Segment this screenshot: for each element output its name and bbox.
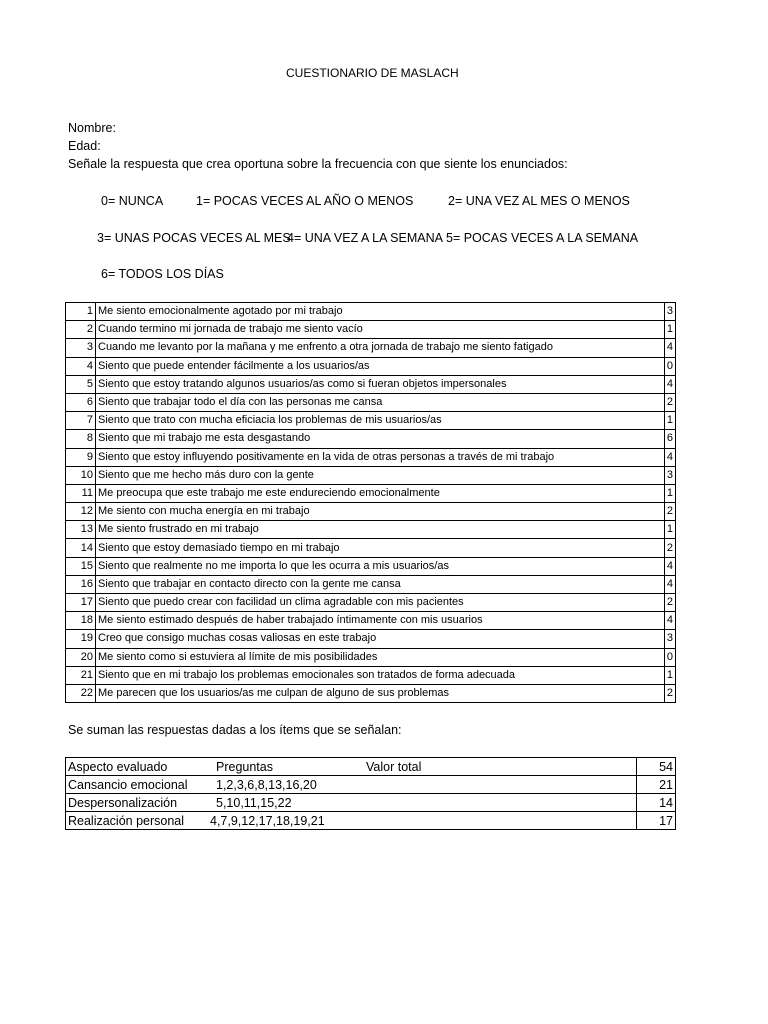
aspect-name: Realización personal (68, 813, 185, 828)
scale-2: 2= UNA VEZ AL MES O MENOS (448, 194, 630, 208)
item-number: 14 (66, 539, 96, 557)
item-value: 2 (664, 393, 675, 411)
aspect-value: 21 (637, 776, 676, 794)
nombre-label: Nombre: (68, 121, 116, 135)
item-row (66, 393, 676, 411)
summary-header-cell (66, 758, 637, 776)
aspect-name: Despersonalización (68, 795, 178, 810)
item-value: 4 (664, 575, 675, 593)
questions-header: Preguntas (216, 759, 273, 774)
item-row (66, 575, 676, 593)
item-value: 1 (664, 666, 675, 684)
scale-6: 6= TODOS LOS DÍAS (101, 267, 224, 281)
item-number: 10 (66, 466, 96, 484)
summary-row (66, 812, 676, 830)
item-row (66, 521, 676, 539)
instruction-text: Señale la respuesta que crea oportuna sobre la frecuencia con que siente los enunciados: (68, 157, 568, 171)
item-text: Siento que estoy tratando algunos usuarios/as como si fueran objetos impersonales (96, 375, 665, 393)
item-value: 0 (664, 648, 675, 666)
item-number: 9 (66, 448, 96, 466)
summary-row (66, 794, 676, 812)
item-row (66, 666, 676, 684)
item-row (66, 448, 676, 466)
item-number: 6 (66, 393, 96, 411)
summary-header-row (66, 758, 676, 776)
item-value: 4 (664, 339, 675, 357)
item-number: 4 (66, 357, 96, 375)
items-table-body (66, 303, 676, 703)
item-number: 17 (66, 594, 96, 612)
aspect-questions: 1,2,3,6,8,13,16,20 (216, 777, 317, 792)
item-row (66, 557, 676, 575)
item-number: 5 (66, 375, 96, 393)
item-value: 6 (664, 430, 675, 448)
aspect-header: Aspecto evaluado (68, 759, 168, 774)
items-table (65, 302, 676, 703)
item-text: Me parecen que los usuarios/as me culpan de alguno de sus problemas (96, 684, 665, 702)
aspect-questions: 5,10,11,15,22 (216, 795, 292, 810)
grand-total-value: 54 (637, 758, 676, 776)
item-text: Siento que me hecho más duro con la gente (96, 466, 665, 484)
item-value: 4 (664, 448, 675, 466)
scale-3: 3= UNAS POCAS VECES AL MES (97, 231, 291, 245)
total-header: Valor total (366, 759, 422, 774)
item-value: 0 (664, 357, 675, 375)
summary-intro: Se suman las respuestas dadas a los ítems que se señalan: (68, 723, 402, 737)
item-text: Cuando termino mi jornada de trabajo me siento vacío (96, 321, 665, 339)
item-value: 3 (664, 303, 675, 321)
item-value: 2 (664, 503, 675, 521)
scale-0: 0= NUNCA (101, 194, 164, 208)
scale-4: 4= UNA VEZ A LA SEMANA (287, 231, 443, 245)
item-number: 16 (66, 575, 96, 593)
aspect-name: Cansancio emocional (68, 777, 188, 792)
item-text: Siento que puedo crear con facilidad un clima agradable con mis pacientes (96, 594, 665, 612)
item-row (66, 375, 676, 393)
item-number: 2 (66, 321, 96, 339)
item-row (66, 430, 676, 448)
item-number: 22 (66, 684, 96, 702)
item-row (66, 466, 676, 484)
item-value: 2 (664, 594, 675, 612)
item-value: 1 (664, 412, 675, 430)
item-text: Siento que realmente no me importa lo que les ocurra a mis usuarios/as (96, 557, 665, 575)
item-number: 8 (66, 430, 96, 448)
aspect-value: 14 (637, 794, 676, 812)
item-value: 1 (664, 521, 675, 539)
item-number: 3 (66, 339, 96, 357)
item-text: Siento que mi trabajo me esta desgastando (96, 430, 665, 448)
item-number: 18 (66, 612, 96, 630)
item-number: 19 (66, 630, 96, 648)
item-number: 11 (66, 484, 96, 502)
item-text: Me preocupa que este trabajo me este endureciendo emocionalmente (96, 484, 665, 502)
summary-row (66, 776, 676, 794)
aspect-questions: 4,7,9,12,17,18,19,21 (210, 813, 325, 828)
item-text: Siento que trabajar en contacto directo con la gente me cansa (96, 575, 665, 593)
item-text: Siento que trato con mucha eficiacia los problemas de mis usuarios/as (96, 412, 665, 430)
item-row (66, 303, 676, 321)
item-value: 4 (664, 557, 675, 575)
item-text: Siento que estoy demasiado tiempo en mi trabajo (96, 539, 665, 557)
item-row (66, 357, 676, 375)
item-value: 3 (664, 466, 675, 484)
item-row (66, 684, 676, 702)
item-number: 12 (66, 503, 96, 521)
item-text: Me siento con mucha energía en mi trabajo (96, 503, 665, 521)
item-value: 2 (664, 684, 675, 702)
item-text: Me siento frustrado en mi trabajo (96, 521, 665, 539)
item-text: Cuando me levanto por la mañana y me enfrento a otra jornada de trabajo me siento fatigado (96, 339, 665, 357)
item-row (66, 484, 676, 502)
item-number: 20 (66, 648, 96, 666)
item-text: Creo que consigo muchas cosas valiosas en este trabajo (96, 630, 665, 648)
item-row (66, 594, 676, 612)
item-row (66, 321, 676, 339)
item-row (66, 539, 676, 557)
item-row (66, 648, 676, 666)
item-text: Siento que en mi trabajo los problemas emocionales son tratados de forma adecuada (96, 666, 665, 684)
document-title: CUESTIONARIO DE MASLACH (286, 66, 459, 80)
item-row (66, 412, 676, 430)
item-number: 1 (66, 303, 96, 321)
item-value: 2 (664, 539, 675, 557)
scale-5: 5= POCAS VECES A LA SEMANA (446, 231, 639, 245)
item-text: Me siento estimado después de haber trabajado íntimamente con mis usuarios (96, 612, 665, 630)
item-value: 3 (664, 630, 675, 648)
item-number: 21 (66, 666, 96, 684)
item-text: Me siento emocionalmente agotado por mi trabajo (96, 303, 665, 321)
edad-label: Edad: (68, 139, 101, 153)
item-value: 1 (664, 321, 675, 339)
item-text: Me siento como si estuviera al límite de mis posibilidades (96, 648, 665, 666)
item-row (66, 630, 676, 648)
item-value: 4 (664, 375, 675, 393)
item-text: Siento que estoy influyendo positivamente en la vida de otras personas a través de mi trabajo (96, 448, 665, 466)
scale-1: 1= POCAS VECES AL AÑO O MENOS (196, 194, 414, 208)
item-number: 7 (66, 412, 96, 430)
item-text: Siento que puede entender fácilmente a los usuarios/as (96, 357, 665, 375)
aspect-value: 17 (637, 812, 676, 830)
item-row (66, 339, 676, 357)
item-value: 4 (664, 612, 675, 630)
item-row (66, 612, 676, 630)
item-number: 15 (66, 557, 96, 575)
item-row (66, 503, 676, 521)
item-number: 13 (66, 521, 96, 539)
item-value: 1 (664, 484, 675, 502)
item-text: Siento que trabajar todo el día con las personas me cansa (96, 393, 665, 411)
summary-table (65, 757, 676, 830)
